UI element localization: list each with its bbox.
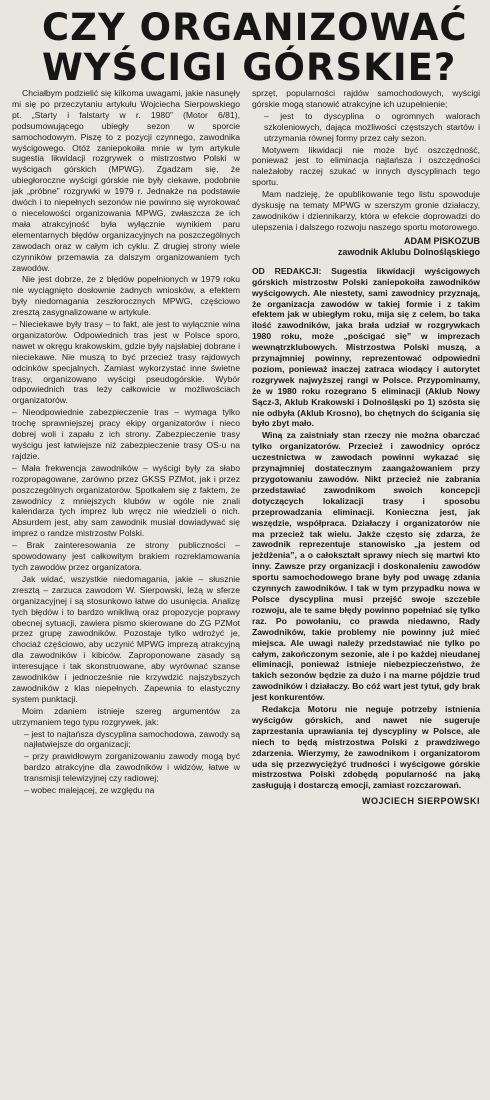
author-name: ADAM PISKOZUB [404, 235, 480, 246]
left-column [12, 88, 240, 806]
list-item: – jest to dyscyplina o ogromnych walorach szkoleniowych, dająca możliwości częstszych startów i utrzymania równej formy przez cały sezon. [264, 110, 480, 143]
paragraph: – Brak zainteresowania ze strony publiczności – spowodowany jest całkowitym brakiem rozreklamowania tych zawodów przez organizatora. [12, 540, 240, 572]
author-signature [252, 236, 480, 258]
paragraph: – Nieodpowiednie zabezpieczenie tras – wymaga tylko trochę sprawniejszej pracy ekipy organizatorów i nieco dobrej woli i zapału z ich strony. Zabezpieczenie trasy wyścigu jest łatwiejsze niż zabezpieczenie trasy OS-u na rajdzie. [12, 407, 240, 461]
paragraph: sprzęt, popularności rajdów samochodowych, wyścigi górskie mogą stanowić atrakcyjne ich uzupełnienie; [252, 88, 480, 109]
article-columns [12, 88, 480, 806]
title-line-1: CZY ORGANIZOWAĆ [42, 6, 468, 49]
paragraph: Nie jest dobrze, że z błędów popełnionych w 1979 roku nie wyciągnięto dosłownie żadnych wniosków, a efektem były niedomagania zeszłorocznych MPWG, częściowo zresztą zasygnalizowane w artykule. [12, 274, 240, 318]
list-item: – wobec malejącej, ze względu na [24, 785, 155, 796]
paragraph: – Nieciekawe były trasy – to fakt, ale jest to wyłącznie wina organizatorów. Odpowiednich tras jest w Polsce sporo, nawet w okręgu krakowskim, gdzie były najsłabiej dobrane i nieciekawe. Nie muszą to być przecież trasy rajdowych odcinków specjalnych. Zamiast wykorzystać inne świetne trasy, organizowano wyścigi pseudogórskie. Wybór odpowiednich tras leży całkowicie w możliwościach organizatorów. [12, 319, 240, 406]
editor-signature: WOJCIECH SIERPOWSKI [361, 796, 480, 807]
title-line-2: WYŚCIGI GÓRSKIE? [42, 46, 457, 89]
paragraph: Mam nadzieję, że opublikowanie tego listu spowoduje dyskusję na tematy MPWG w szerszym gronie działaczy, zawodników i dziennikarzy, która w efekcie doprowadzi do ulepszenia i dalszego rozwoju naszego sportu motorowego. [252, 189, 480, 232]
list-item: – jest to najtańsza dyscyplina samochodowa, zawody są najłatwiejsze do organizacji; [24, 728, 240, 750]
list-item: – przy prawidłowym zorganizowaniu zawody mogą być bardzo atrakcyjne dla zawodników i widzów, łatwe w transmisji telewizyjnej czy radiowej; [24, 751, 240, 784]
editor-note [252, 266, 480, 792]
editor-paragraph: OD REDAKCJI: Sugestia likwidacji wyścigowych górskich mistrzostw Polski zaniepokoiła zawodników wyścigowych. Ale niestety, sami zawodnicy przyznają, że organizacja zawodów w takiej formie i z takim efektem jak w ubiegłym roku, mija się z celem, bo taka ilość zawodników, jaka brała udział w rozgrywkach 1980 roku, może „pościgać się” w imprezach wewnątrzklubowych. Mistrzostwa Polski muszą, a przynajmniej powinny, reprezentować odpowiedni poziom, ponieważ inaczej zatraca wiodący i autorytet rozgrywek najwyższej rangi w Polsce. Przypominamy, że w 1980 roku rozegrano 5 eliminacji (Aklub Nowy Sącz-3, Aklub Krakowski i Dolnośląski po 1) szósta się nie odbyła (Aklub Krosno), bo chętnych do ścigania się było zbyt mało. [252, 265, 480, 429]
editor-paragraph: Winą za zaistniały stan rzeczy nie można obarczać tylko organizatorów. Przecież i zawodnicy oprócz uczestnictwa w zawodach powinni wykazać się przynajmniej dostatecznym zaangażowaniem przy przygotowaniu zawodów. Nikt przecież nie zabrania przedstawiać zawodnikom swoich koncepcji dotyczących lokalizacji trasy i sposobu przeprowadzania eliminacji. Konieczna jest, jak wszędzie, współpraca. Działaczy i organizatorów nie ma przecież tak wielu. Jakże często się zdarza, że zawodnik reprezentuje stanowisko „ja jestem od jeżdżenia”, a o całokształt sprawy niech się martwi kto inny. Zawsze przy organizacji i doskonaleniu zawodów sportu samochodowego brane były pod uwagę zdania czynnych zawodników. I tak w tym przypadku nowa w Polsce dyscyplina musi przejść swoje szczeble rozwoju, ale te same błędy powinno popełniać się tylko raz. Po powołaniu, co prawda niedawno, Rady Zawodników, takie problemy nie powinny już mieć miejsca. Ale uwagi należy przedstawiać nie tylko po całym, zakończonym sezonie, ale i po każdej nieudanej eliminacji, ponieważ istnieje niebezpieczeństwo, że takich sezonów będzie za dużo i na marne pójdzie trud zawodników i działaczy. Bo cóż wart jest tytuł, gdy brak jest konkurentów. [252, 430, 480, 703]
editor-paragraph: Redakcja Motoru nie neguje potrzeby istnienia wyścigów górskich, and nawet nie sugeruje zaprzestania uprawiania tej dyscypliny w Polsce, ale niech to będą mistrzostwa Polski z prawdziwego zdarzenia. Wierzymy, że zawodnikom i organizatorom uda się przezwyciężyć trudności i wyścigowe górskie mistrzostwa Polski zdobędą popularność na jaką zasługują i dostarczą emocji, zamiast rozczarowań. [252, 704, 480, 791]
paragraph: Jak widać, wszystkie niedomagania, jakie – słusznie zresztą – zarzuca zawodom W. Sierpowski, leżą w sferze organizacyjnej i są stosunkowo łatwe do usunięcia. Analizę tych błędów i to bardzo wnikliwą oraz propozycje poprawy obecnej sytuacji, zawiera pismo skierowane do ZG PZMot przez grupę zawodników. Pozostaje tylko wdrożyć je, chociaż częściowo, aby uczynić MPWG imprezą atrakcyjną dla zawodników i kibiców. Zaproponowane zasady są interesujące i tak skonstruowane, aby wyrównać szanse zawodników i jednocześnie nie krzywdzić najszybszych zawodników z klas niepełnych. Zapewnia to elastyczny system punktacji. [12, 573, 240, 704]
paragraph: Moim zdaniem istnieje szereg argumentów za utrzymaniem tego typu rozgrywek, jak: [12, 705, 240, 727]
author-role: zawodnik Aklubu Dolnośląskiego [337, 246, 480, 257]
paragraph: Chciałbym podzielić się kilkoma uwagami, jakie nasunęły mi się po przeczytaniu artykułu Wojciecha Sierpowskiego pt. „Starty i falstarty w r. 1980” (Motor 6/81), podsumowującego ubiegły sezon w sporcie samochodowym. Piszę to z pozycji czynnego, zawodnika wyścigowego. Otóż zaniepokoiła mnie w tym artykule sugestia likwidacji rozgrywek o mistrzostwo Polski w wyścigach górskich (MPWG). Zgadzam się, że ubiegłoroczne wyścigi górskie nie były ciekawe, podobnie jak „próbne” rozgrywki w 1979 r. Jednakże na podstawie dwóch i to niepełnych sezonów nie powinno się wyrokować o niecelowości organizowania MPWG, zwłaszcza że ich mała atrakcyjność była wyłącznie wynikiem paru elementarnych błędów organizacyjnych na poszczególnych zawodach oraz w całym ich cyklu. Z drugiej strony wiele czynników przemawia za dalszym organizowaniem tych zawodów. [12, 88, 240, 273]
paragraph: – Mała frekwencja zawodników – wyścigi były za słabo rozpropagowane, zarówno przez GKSS PZMot, jak i przez poszczególnych organizatorów. Spotkałem się z faktem, że zawodnicy z mniejszych klubów w ogóle nie znali kalendarza tych imprez lub wręcz nie wiedzieli o nich. Absurdem jest, aby sam zawodnik musiał dowiadywać się imprez o randze mistrzostw Polski. [12, 462, 240, 539]
right-column [252, 88, 480, 806]
paragraph: Motywem likwidacji nie może być oszczędność, ponieważ jest to eliminacja najtańsza i oszczędności należałoby raczej szukać w innych dyscyplinach tego sportu. [252, 144, 480, 188]
article-title [42, 8, 480, 88]
